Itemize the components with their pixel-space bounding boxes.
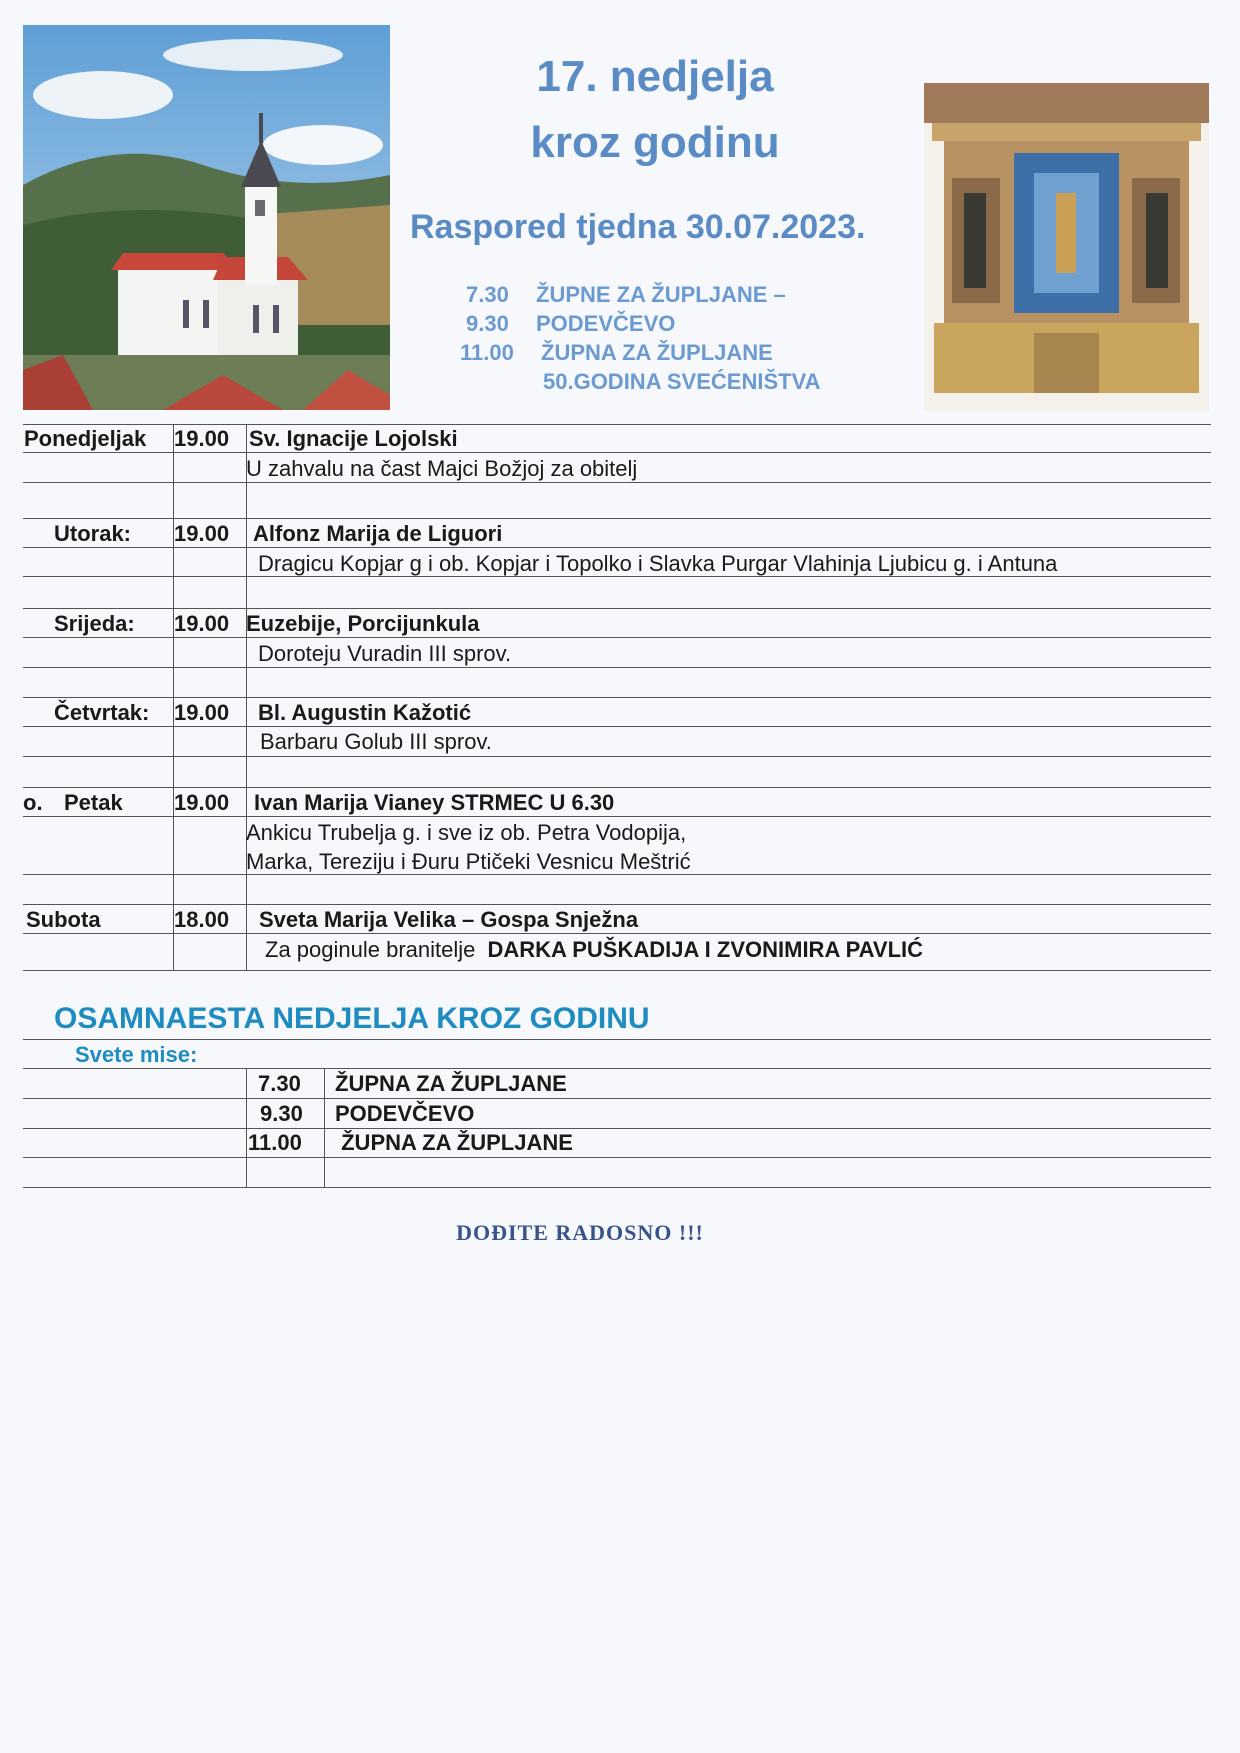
day-monday: Ponedjeljak: [24, 426, 147, 451]
day-prefix: o.: [23, 790, 43, 815]
day-wednesday: Srijeda:: [54, 611, 135, 636]
sunday-mass-text: ŽUPNE ZA ŽUPLJANE –: [536, 282, 786, 307]
mass-intention: [265, 938, 923, 962]
mass-intention: U zahvalu na čast Majci Božjoj za obitelj: [246, 456, 638, 481]
closing-message: DOĐITE RADOSNO !!!: [456, 1220, 704, 1245]
mass-intention: Doroteju Vuradin III sprov.: [258, 641, 512, 666]
day-friday: Petak: [64, 790, 123, 815]
mass-intention: Barbaru Golub III sprov.: [260, 729, 492, 754]
title-line1: 17. nedjelja: [536, 52, 774, 101]
mass-location: ŽUPNA ZA ŽUPLJANE: [335, 1071, 567, 1096]
mass-time: 19.00: [174, 611, 230, 636]
sunday-mass-text: PODEVČEVO: [536, 311, 676, 336]
jubilee-note: 50.GODINA SVEĆENIŠTVA: [543, 369, 821, 394]
sunday-mass-time: 11.00: [460, 340, 514, 365]
mass-intention: Ankicu Trubelja g. i sve iz ob. Petra Vodopija,: [246, 820, 687, 845]
day-thursday: Četvrtak:: [54, 700, 150, 725]
mass-time: 7.30: [258, 1071, 301, 1096]
mass-time: 11.00: [248, 1130, 302, 1155]
mass-location: ŽUPNA ZA ŽUPLJANE: [335, 1130, 573, 1155]
mass-time: 19.00: [174, 700, 230, 725]
saint-of-day: Ivan Marija Vianey STRMEC U 6.30: [254, 790, 615, 815]
schedule-subtitle: Raspored tjedna 30.07.2023.: [410, 208, 866, 246]
holy-masses-label: Svete mise:: [75, 1042, 198, 1067]
church-photo: [23, 25, 390, 410]
day-tuesday: Utorak:: [54, 521, 132, 546]
sunday-mass-time: 9.30: [466, 311, 509, 336]
saint-of-day: Bl. Augustin Kažotić: [258, 700, 472, 725]
mass-time: 19.00: [174, 426, 230, 451]
mass-time: 18.00: [174, 907, 230, 932]
altar-photo: [924, 83, 1209, 411]
mass-time: 9.30: [260, 1101, 303, 1126]
intention-text: Za poginule branitelje: [265, 937, 476, 962]
day-saturday: Subota: [26, 907, 101, 932]
sunday-mass-time: 7.30: [466, 282, 509, 307]
mass-time: 19.00: [174, 790, 230, 815]
mass-intention: Dragicu Kopjar g i ob. Kopjar i Topolko i Slavka Purgar Vlahinja Ljubicu g. i Antuna: [258, 551, 1058, 576]
sunday-mass-text: ŽUPNA ZA ŽUPLJANE: [541, 340, 773, 365]
saint-of-day: Sveta Marija Velika – Gospa Snježna: [259, 907, 639, 932]
mass-time: 19.00: [174, 521, 230, 546]
mass-location: PODEVČEVO: [335, 1101, 475, 1126]
saint-of-day: Sv. Ignacije Lojolski: [249, 426, 458, 451]
next-sunday-heading: OSAMNAESTA NEDJELJA KROZ GODINU: [54, 1002, 650, 1035]
intention-names: DARKA PUŠKADIJA I ZVONIMIRA PAVLIĆ: [487, 937, 924, 962]
saint-of-day: Alfonz Marija de Liguori: [253, 521, 503, 546]
mass-intention: Marka, Tereziju i Đuru Ptičeki Vesnicu Meštrić: [246, 849, 691, 874]
saint-of-day: Euzebije, Porcijunkula: [246, 611, 480, 636]
title-line2: kroz godinu: [530, 118, 780, 167]
